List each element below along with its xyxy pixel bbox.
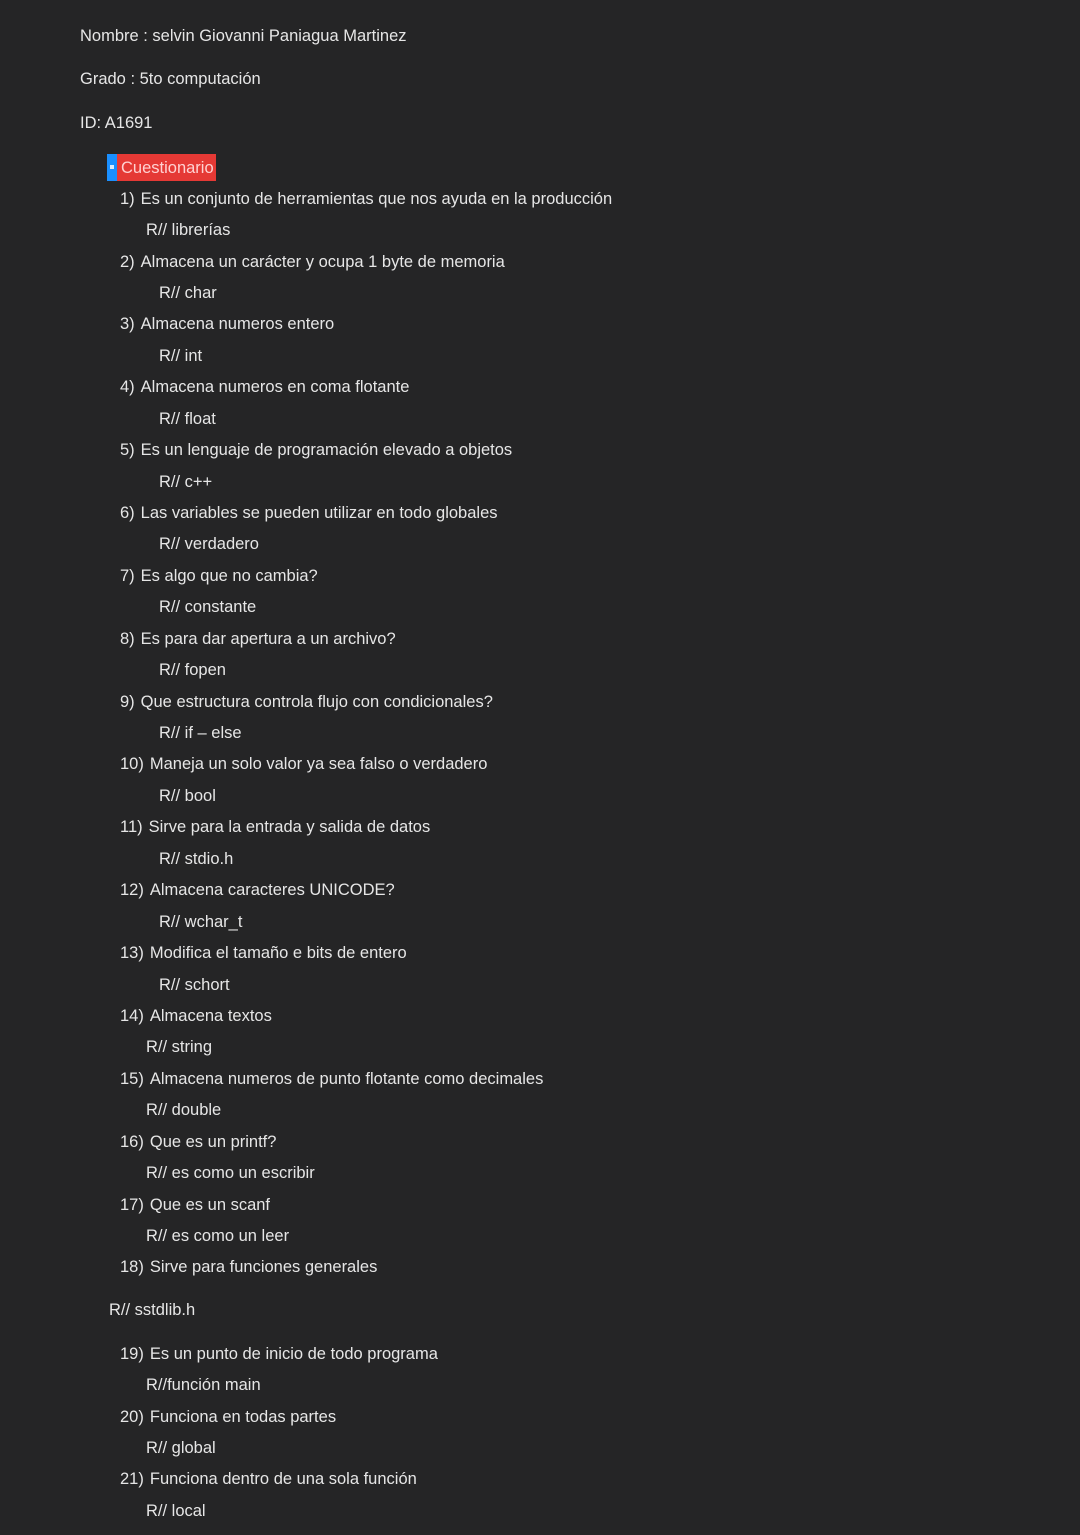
question-number: 5): [120, 441, 135, 459]
question-text: Funciona dentro de una sola función: [149, 1470, 417, 1488]
question-text: Maneja un solo valor ya sea falso o verdadero: [149, 755, 488, 773]
student-id: ID: A1691: [80, 114, 153, 132]
question-text: Sirve para la entrada y salida de datos: [148, 818, 431, 836]
question-16: [120, 1131, 276, 1153]
question-text: Las variables se pueden utilizar en todo globales: [140, 504, 498, 522]
question-number: 19): [120, 1345, 144, 1363]
question-11: [120, 816, 430, 838]
question-number: 4): [120, 378, 135, 396]
question-text: Es un punto de inicio de todo programa: [149, 1345, 438, 1363]
question-6: [120, 502, 498, 524]
question-number: 2): [120, 253, 135, 271]
question-10: [120, 753, 487, 775]
answer-20: R// global: [146, 1439, 216, 1457]
question-number: 12): [120, 881, 144, 899]
question-20: [120, 1406, 336, 1428]
question-2: [120, 251, 505, 273]
question-number: 3): [120, 315, 135, 333]
question-19: [120, 1343, 438, 1365]
answer-5: R// c++: [159, 473, 213, 491]
answer-14: R// string: [146, 1038, 213, 1056]
question-text: Almacena textos: [149, 1007, 272, 1025]
question-number: 11): [120, 818, 143, 836]
question-text: Sirve para funciones generales: [149, 1258, 378, 1276]
answer-4: R// float: [159, 410, 216, 428]
answer-9: R// if – else: [159, 724, 242, 742]
answer-12: R// wchar_t: [159, 913, 243, 931]
question-text: Es un lenguaje de programación elevado a objetos: [140, 441, 513, 459]
list-marker-icon: [107, 154, 117, 181]
answer-18: R// sstdlib.h: [109, 1301, 196, 1319]
question-number: 21): [120, 1470, 144, 1488]
question-number: 18): [120, 1258, 144, 1276]
question-text: Funciona en todas partes: [149, 1408, 337, 1426]
question-number: 17): [120, 1196, 144, 1214]
question-number: 14): [120, 1007, 144, 1025]
student-name: Nombre : selvin Giovanni Paniagua Martinez: [80, 27, 407, 45]
question-number: 1): [120, 190, 135, 208]
question-number: 6): [120, 504, 135, 522]
section-title: Cuestionario: [117, 154, 216, 181]
answer-21: R// local: [146, 1502, 206, 1520]
question-number: 8): [120, 630, 135, 648]
question-13: [120, 942, 407, 964]
question-3: [120, 313, 334, 335]
question-5: [120, 439, 512, 461]
question-text: Que es un printf?: [149, 1133, 277, 1151]
question-text: Almacena caracteres UNICODE?: [149, 881, 395, 899]
answer-15: R// double: [146, 1101, 222, 1119]
question-text: Es para dar apertura a un archivo?: [140, 630, 396, 648]
question-8: [120, 628, 396, 650]
question-number: 20): [120, 1408, 144, 1426]
question-1: [120, 188, 612, 210]
section-heading: [107, 154, 216, 181]
question-number: 10): [120, 755, 144, 773]
question-12: [120, 879, 395, 901]
answer-7: R// constante: [159, 598, 257, 616]
answer-8: R// fopen: [159, 661, 226, 679]
answer-2: R// char: [159, 284, 217, 302]
question-number: 16): [120, 1133, 144, 1151]
question-15: [120, 1068, 543, 1090]
student-grade: Grado : 5to computación: [80, 70, 261, 88]
answer-17: R// es como un leer: [146, 1227, 290, 1245]
answer-6: R// verdadero: [159, 535, 259, 553]
question-number: 13): [120, 944, 144, 962]
answer-10: R// bool: [159, 787, 216, 805]
answer-19: R//función main: [146, 1376, 261, 1394]
question-text: Almacena un carácter y ocupa 1 byte de memoria: [140, 253, 505, 271]
answer-16: R// es como un escribir: [146, 1164, 315, 1182]
question-9: [120, 691, 493, 713]
question-text: Almacena numeros entero: [140, 315, 335, 333]
question-text: Almacena numeros en coma flotante: [140, 378, 410, 396]
answer-1: R// librerías: [146, 221, 231, 239]
question-number: 7): [120, 567, 135, 585]
question-text: Modifica el tamaño e bits de entero: [149, 944, 407, 962]
question-number: 15): [120, 1070, 144, 1088]
question-text: Es un conjunto de herramientas que nos ayuda en la producción: [140, 190, 613, 208]
question-7: [120, 565, 318, 587]
answer-13: R// schort: [159, 976, 230, 994]
question-text: Que es un scanf: [149, 1196, 271, 1214]
question-14: [120, 1005, 272, 1027]
question-text: Almacena numeros de punto flotante como decimales: [149, 1070, 544, 1088]
answer-11: R// stdio.h: [159, 850, 234, 868]
question-4: [120, 376, 409, 398]
question-18: [120, 1256, 377, 1278]
question-text: Que estructura controla flujo con condicionales?: [140, 693, 493, 711]
question-number: 9): [120, 693, 135, 711]
question-17: [120, 1194, 270, 1216]
question-21: [120, 1468, 417, 1490]
answer-3: R// int: [159, 347, 203, 365]
question-text: Es algo que no cambia?: [140, 567, 318, 585]
